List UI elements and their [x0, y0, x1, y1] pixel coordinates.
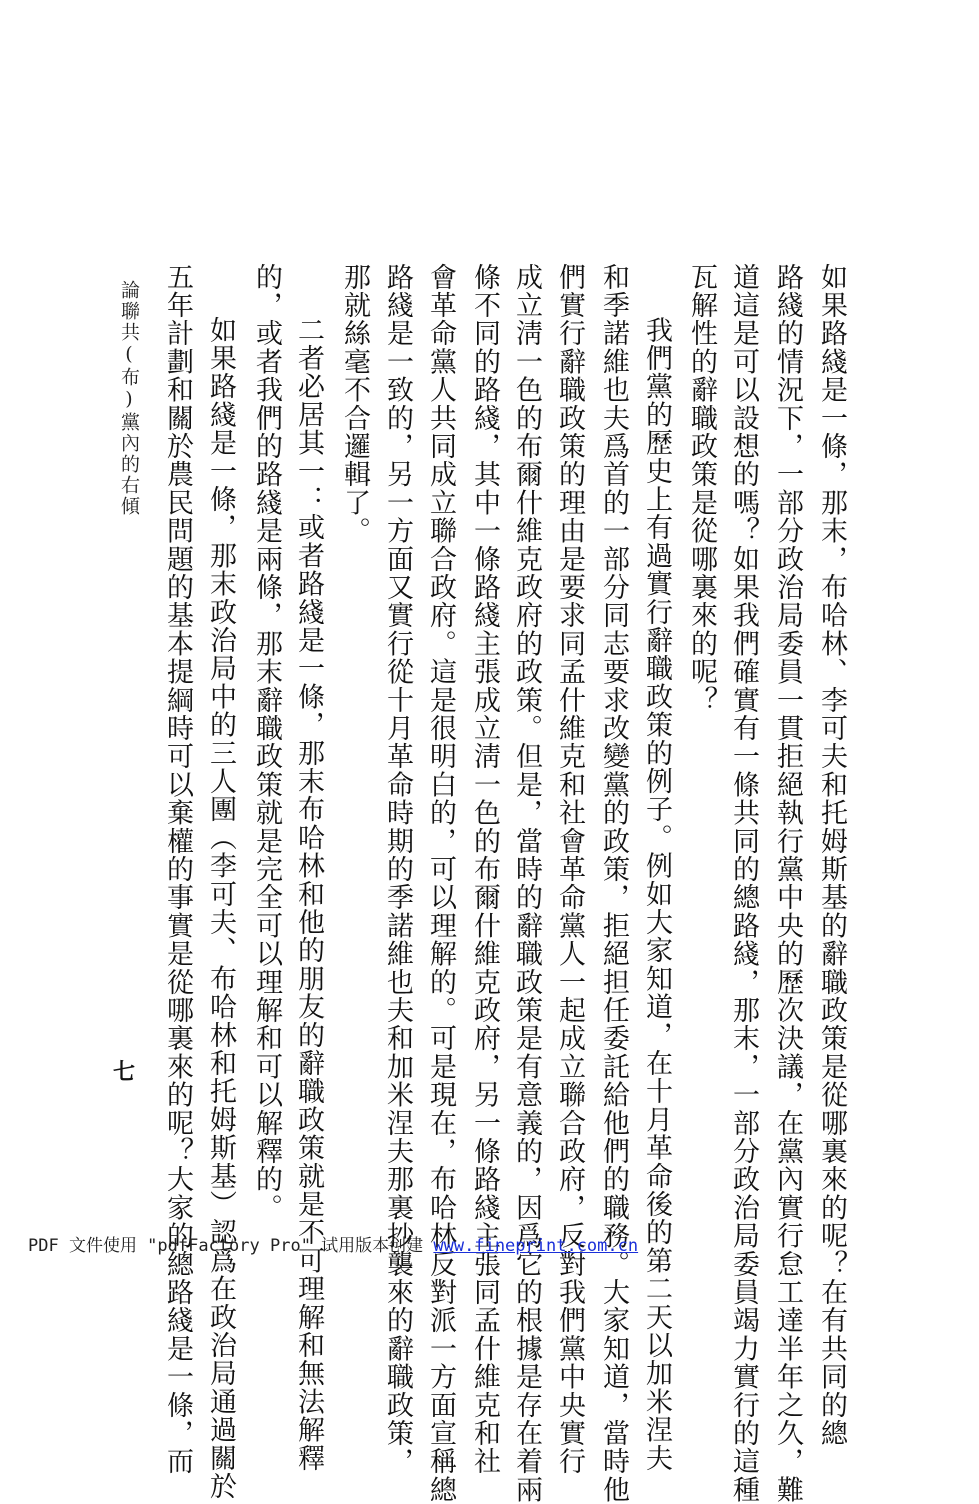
pdf-footer [28, 1231, 638, 1256]
text-line-8: 成立淸一色的布爾什維克政府的政策。但是，當時的辭職政策是有意義的，因爲它的根據是存在着兩 [511, 263, 542, 1504]
text-line-1: 如果路綫是一條，那末，布哈林、李可夫和托姆斯基的辭職政策是從哪裏來的呢？在有共同的總 [816, 263, 847, 1448]
text-line-7: 們實行辭職政策的理由是要求同孟什維克和社會革命黨人一起成立聯合政府，反對我們黨中央實行 [554, 263, 585, 1476]
footer-link[interactable]: www.fineprint.com.cn [433, 1236, 639, 1256]
text-line-12: 那就絲毫不合邏輯了。 [339, 263, 370, 545]
text-line-11: 路綫是一致的，另一方面又實行從十月革命時期的季諾維也夫和加米涅夫那裏抄襲來的辭職政策， [382, 263, 413, 1476]
text-line-9: 條不同的路綫，其中一條路綫主張成立淸一色的布爾什維克政府，另一條路綫主張同孟什維克和社 [469, 263, 500, 1476]
text-line-2: 路綫的情況下，一部分政治局委員一貫拒絕執行黨中央的歷次決議，在黨內實行怠工達半年之久，難 [772, 263, 803, 1504]
text-line-6: 和季諾維也夫爲首的一部分同志要求改變黨的政策，拒絕担任委託給他們的職務。大家知道，當時他 [598, 263, 629, 1504]
running-head: 論聯共(布)黨內的右傾 [118, 280, 140, 517]
text-line-10: 會革命黨人共同成立聯合政府。這是很明白的，可以理解的。可是現在，布哈林反對派一方面宣稱總 [425, 263, 456, 1504]
text-line-4: 瓦解性的辭職政策是從哪裏來的呢？ [686, 263, 717, 715]
text-line-3: 道這是可以設想的嗎？如果我們確實有一條共同的總路綫，那末，一部分政治局委員竭力實行的這種 [728, 263, 759, 1504]
text-line-15: 如果路綫是一條，那末政治局中的三人團（李可夫、布哈林和托姆斯基）認爲在政治局通過關於 [205, 316, 236, 1501]
text-line-5: 我們黨的歷史上有過實行辭職政策的例子。例如大家知道，在十月革命後的第二天以加米涅夫 [641, 316, 672, 1473]
text-line-13: 二者必居其一：或者路綫是一條，那末布哈林和他的朋友的辭職政策就是不可理解和無法解釋 [293, 316, 324, 1473]
text-line-16: 五年計劃和關於農民問題的基本提綱時可以棄權的事實是從哪裏來的呢？大家的總路綫是一條，而 [162, 263, 193, 1476]
page-number: 七 [113, 1059, 136, 1085]
text-line-14: 的，或者我們的路綫是兩條，那末辭職政策就是完全可以理解和可以解釋的。 [251, 263, 282, 1222]
footer-text: PDF 文件使用 "pdfFactory Pro" 试用版本创建 [28, 1236, 434, 1256]
